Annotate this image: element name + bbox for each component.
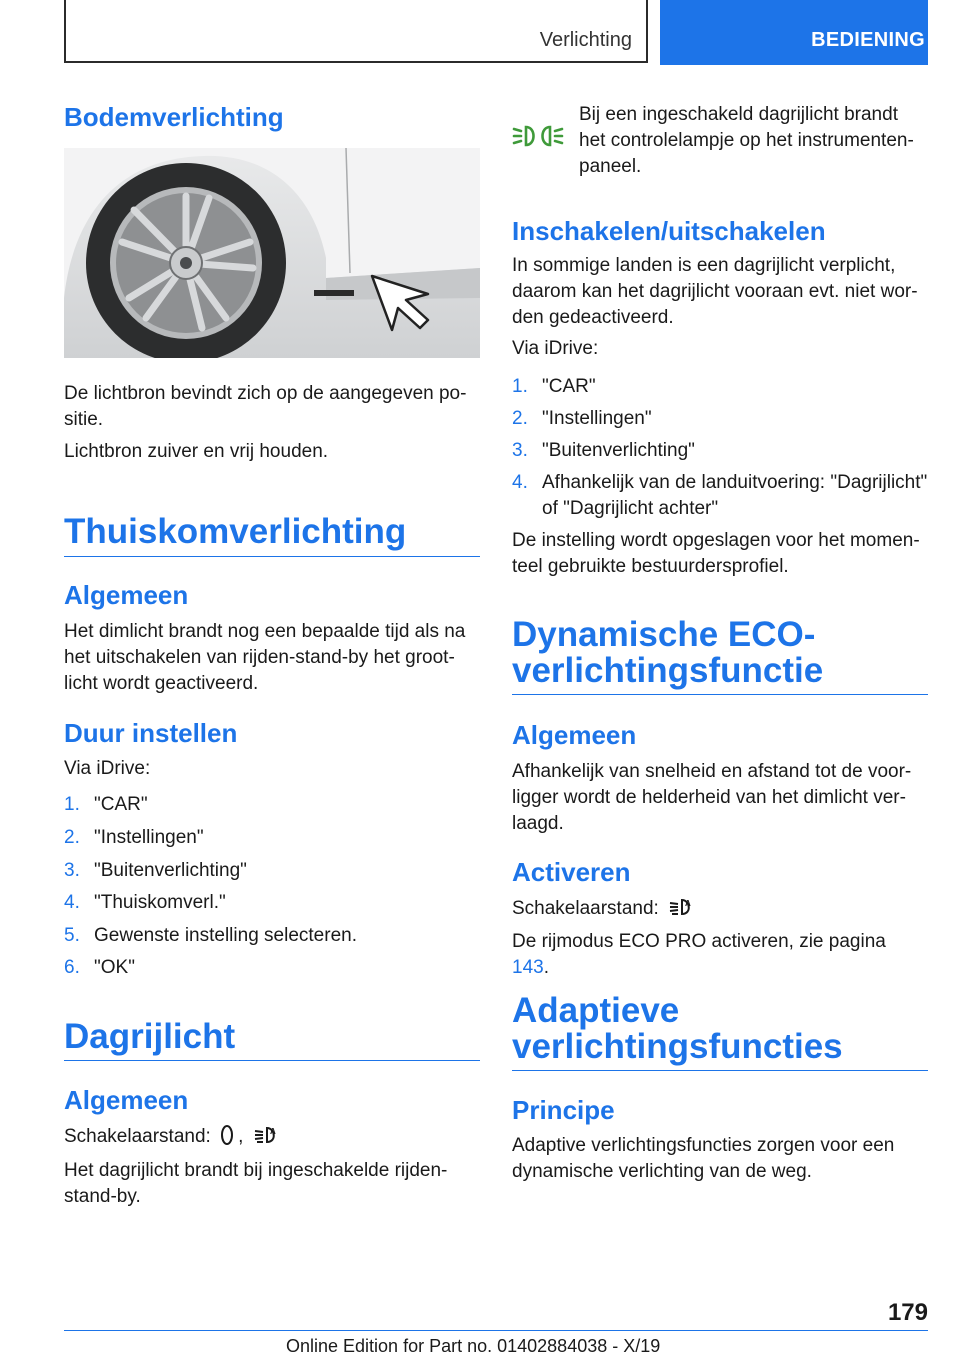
- step-number: 2.: [512, 408, 528, 429]
- indicator-text: Bij een ingeschakeld dagrijlicht brandt het controlelampje op het instrumenten-paneel.: [579, 104, 914, 177]
- step-number: 1.: [64, 794, 80, 815]
- section-tab: [660, 0, 928, 65]
- page-number: 179: [887, 1299, 928, 1326]
- automatic-headlight-icon: [668, 896, 694, 926]
- step-text: "Buitenverlichting": [94, 860, 247, 881]
- eco-title-line2: verlichtingsfunctie: [512, 651, 824, 690]
- rijmodus-end: .: [543, 957, 549, 978]
- step-text: "Buitenverlichting": [542, 440, 695, 461]
- automatic-headlight-icon: [253, 1124, 279, 1154]
- step-text: "Instellingen": [542, 408, 652, 429]
- step-number: 4.: [64, 892, 80, 913]
- step-number: 3.: [512, 440, 528, 461]
- activeren-heading: Activeren: [512, 857, 631, 887]
- rijmodus-label: De rijmodus ECO PRO activeren, zie pagina: [512, 931, 886, 952]
- bodem-text-2: Lichtbron zuiver en vrij houden.: [64, 441, 329, 462]
- duur-via: Via iDrive:: [64, 758, 151, 779]
- dag-schakel-line: [64, 1124, 480, 1154]
- svg-text:A: A: [269, 1127, 276, 1136]
- bodemverlichting-heading: Bodemverlichting: [64, 102, 284, 132]
- page-header: [64, 0, 928, 65]
- duur-instellen-heading: Duur instellen: [64, 718, 238, 748]
- eco-title-line1: Dynamische ECO-: [512, 615, 816, 654]
- principe-heading: Principe: [512, 1095, 615, 1125]
- inschakelen-heading: Inschakelen/uitschakelen: [512, 216, 826, 246]
- daytime-light-indicator-icon: [512, 123, 564, 154]
- thuis-algemeen-text: Het dimlicht brandt nog een bepaalde tijd als na het uitschakelen van rijden-stand-by het groot-licht wordt geactiveerd.: [64, 621, 466, 694]
- adaptief-title: [512, 993, 928, 1071]
- footer-edition: [286, 1336, 660, 1357]
- switch-off-position-icon: [220, 1124, 234, 1154]
- car-wheel-image: [64, 148, 480, 358]
- svg-text:A: A: [685, 899, 691, 908]
- rijmodus-text: [512, 929, 928, 981]
- inschakelen-after: De instelling wordt opgeslagen voor het momen-teel gebruikte bestuurdersprofiel.: [512, 530, 920, 577]
- thuis-algemeen-heading: Algemeen: [64, 580, 189, 610]
- step-text: Afhankelijk van de landuitvoering: "Dagrijlicht" of "Dagrijlicht achter": [542, 472, 928, 519]
- bodem-text-1: De lichtbron bevindt zich op de aangegeven po-sitie.: [64, 383, 467, 430]
- step-number: 2.: [64, 827, 80, 848]
- inschakelen-via: Via iDrive:: [512, 338, 599, 359]
- step-text: "Instellingen": [94, 827, 204, 848]
- step-text: "OK": [94, 957, 135, 978]
- step-number: 5.: [64, 925, 80, 946]
- dag-schakel-separator: ,: [238, 1126, 244, 1147]
- eco-algemeen-heading: Algemeen: [512, 720, 637, 750]
- adaptief-title-line1: Adaptieve: [512, 991, 680, 1030]
- step-number: 1.: [512, 376, 528, 397]
- dag-schakel-label: Schakelaarstand:: [64, 1126, 211, 1147]
- thuiskomverlichting-title: Thuiskomverlichting: [64, 514, 480, 557]
- step-number: 4.: [512, 472, 528, 493]
- step-number: 3.: [64, 860, 80, 881]
- eco-algemeen-text: Afhankelijk van snelheid en afstand tot de voor-ligger wordt de helderheid van het dimlicht ver-laagd.: [512, 761, 912, 834]
- step-text: "CAR": [94, 794, 148, 815]
- adaptief-title-line2: verlichtingsfuncties: [512, 1027, 843, 1066]
- chapter-title: Verlichting: [539, 29, 632, 51]
- page-reference-link[interactable]: 143: [512, 957, 544, 978]
- eco-schakel-line: [512, 896, 928, 926]
- eco-title: [512, 617, 928, 695]
- section-title: BEDIENING: [811, 29, 925, 51]
- step-text: "CAR": [542, 376, 596, 397]
- wheel-illustration: [64, 148, 480, 358]
- inschakelen-text: In sommige landen is een dagrijlicht verplicht, daarom kan het dagrijlicht vooraan evt. niet wor-den gedeactiveerd.: [512, 255, 918, 328]
- principe-text: Adaptive verlichtingsfuncties zorgen voor een dynamische verlichting van de weg.: [512, 1135, 895, 1182]
- step-text: Gewenste instelling selecteren.: [94, 925, 357, 946]
- step-text: "Thuiskomverl.": [94, 892, 226, 913]
- edition-text: Online Edition for Part no. 01402884038 - X/19: [286, 1336, 661, 1356]
- step-number: 6.: [64, 957, 80, 978]
- footer-divider: [64, 1330, 928, 1331]
- dagrijlicht-title: Dagrijlicht: [64, 1019, 480, 1061]
- eco-schakel-label: Schakelaarstand:: [512, 898, 659, 919]
- dag-algemeen-heading: Algemeen: [64, 1085, 189, 1115]
- chapter-tab: [64, 0, 648, 63]
- dag-text: Het dagrijlicht brandt bij ingeschakelde rijden-stand-by.: [64, 1160, 448, 1207]
